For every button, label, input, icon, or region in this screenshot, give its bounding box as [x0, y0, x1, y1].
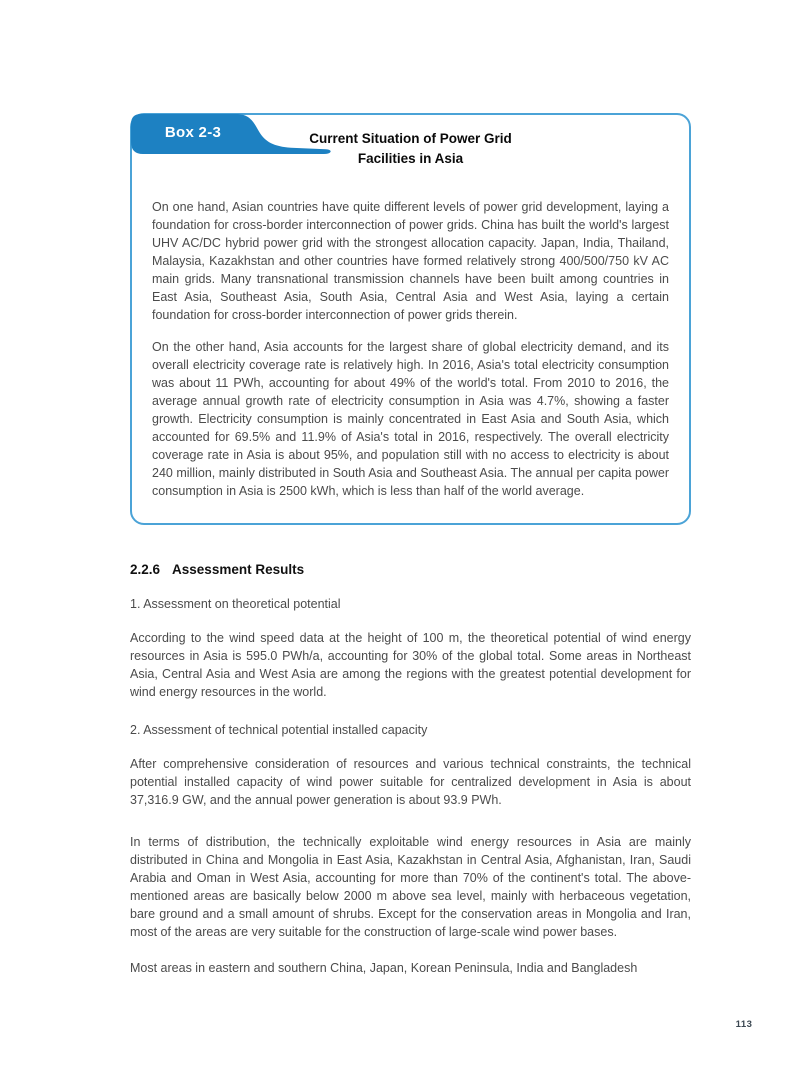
paragraph-technical-potential: After comprehensive consideration of resources and various technical constraints, the technical potential installed capacity of wind power suitable for centralized development in Asia is about 37,316.9 GW, and the annual power generation is about 93.9 PWh.: [130, 757, 691, 807]
box-title-line2: Facilities in Asia: [357, 150, 464, 166]
box-title-line1: Current Situation of Power Grid: [309, 131, 512, 146]
paragraph-theoretical-potential: According to the wind speed data at the height of 100 m, the theoretical potential of wind energy resources in Asia is 595.0 PWh/a, accounting for 30% of the global total. Some areas in Northeast Asia, Central Asia and West Asia are among the regions with the greatest potential development for wind energy resources in the world.: [130, 631, 691, 699]
section-number: 2.2.6: [130, 562, 161, 577]
paragraph-truncated: Most areas in eastern and southern China, Japan, Korean Peninsula, India and Bangladesh: [130, 961, 638, 975]
box-tab: [130, 113, 336, 157]
box-body: [132, 168, 689, 500]
section-title: Assessment Results: [172, 562, 305, 577]
page-content: [130, 113, 691, 977]
page-number: 113: [735, 1019, 753, 1030]
box-paragraph-2: On the other hand, Asia accounts for the largest share of global electricity demand, and its overall electricity coverage rate is relatively high. In 2016, Asia's total electricity consumption was about 11 PWh, accounting for about 49% of the world's total. From 2010 to 2016, the average annual growth rate of electricity consumption in Asia was 4.7%, showing a faster growth. Electricity consumption is mainly concentrated in East Asia and South Asia, which accounted for 69.5% and 11.9% of Asia's total in 2016, respectively. The overall electricity coverage rate in Asia is about 95%, and population still with no access to electricity is about 240 million, mainly distributed in South Asia and Southeast Asia. The annual per capita power consumption in Asia is 2500 kWh, which is less than half of the world average.: [152, 340, 669, 499]
paragraph-distribution: In terms of distribution, the technically exploitable wind energy resources in Asia are mainly distributed in China and Mongolia in East Asia, Kazakhstan in Central Asia, Afghanistan, Iran, Saudi Arabia and Oman in West Asia, accounting for more than 70% of the continent's total. The above-mentioned areas are basically below 2000 m above sea level, mainly with herbaceous vegetation, bare ground and a small amount of shrubs. Except for the conservation areas in Mongolia and Iran, most of the areas are very suitable for the construction of large-scale wind power bases.: [130, 835, 691, 939]
box-tab-label: Box 2-3: [164, 124, 222, 141]
section-heading: [130, 562, 691, 577]
section-2-2-6: [130, 562, 691, 977]
subheading-theoretical-potential: 1. Assessment on theoretical potential: [130, 597, 341, 611]
callout-box: [130, 113, 691, 525]
box-paragraph-1: On one hand, Asian countries have quite different levels of power grid development, laying a foundation for cross-border interconnection of power grids. China has built the world's largest UHV AC/DC hybrid power grid with the strongest allocation capacity. Japan, India, Thailand, Malaysia, Kazakhstan and other countries have formed relatively strong 400/500/750 kV AC main grids. Many transnational transmission channels have been built among countries in East Asia, Southeast Asia, South Asia, Central Asia and West Asia, laying a certain foundation for cross-border interconnection of power grids therein.: [152, 200, 669, 323]
subheading-technical-potential: 2. Assessment of technical potential installed capacity: [130, 723, 428, 737]
